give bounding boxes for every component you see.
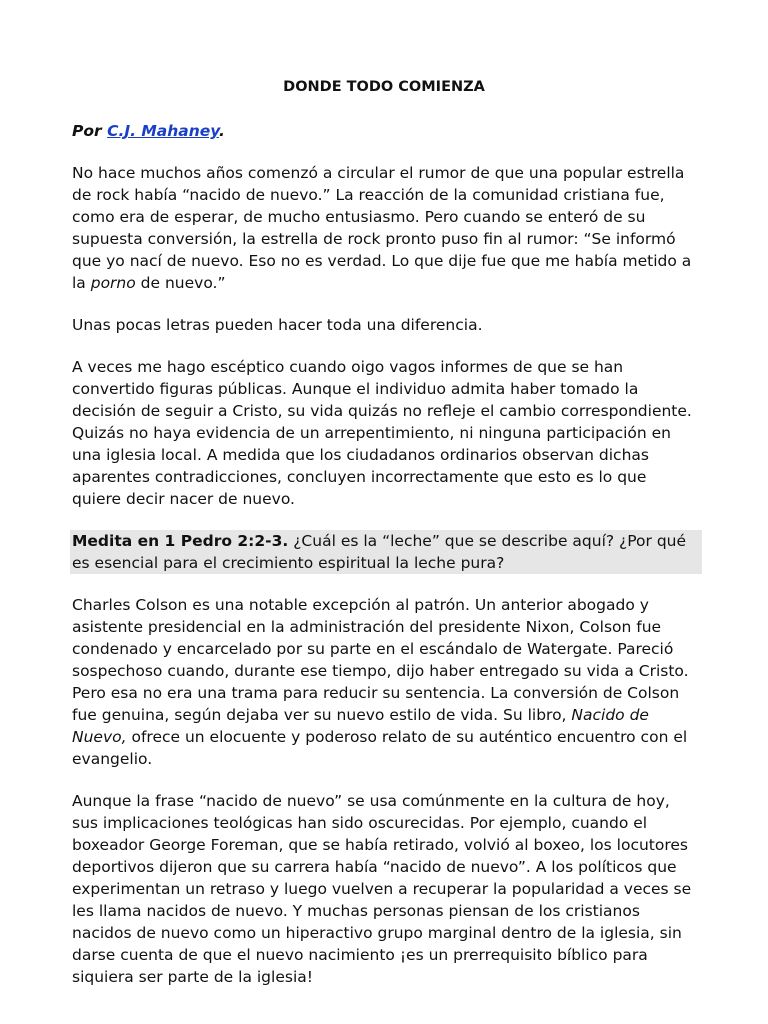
book-title: Nacido de Nuevo,: [72, 706, 649, 746]
document-title: DONDE TODO COMIENZA: [283, 79, 485, 95]
paragraph-rumor-emphasis: porno: [90, 274, 136, 292]
paragraph-rumor: [72, 162, 696, 294]
meditation-reference: Medita en 1 Pedro 2:2-3.: [72, 532, 289, 550]
meditation-question: ¿Cuál es la “leche” que se describe aquí? ¿Por qué es esencial para el crecimiento espiritual la leche pura?: [72, 532, 687, 572]
byline-suffix: .: [218, 122, 225, 140]
author-link[interactable]: C.J. Mahaney: [107, 122, 219, 140]
byline: [72, 120, 696, 142]
paragraph-colson: [72, 594, 696, 770]
paragraph-rumor-text: No hace muchos años comenzó a circular el rumor de que una popular estrella de rock había “nacido de nuevo.” La reacción de la comunidad cristiana fue, como era de esperar, de mucho entusiasmo. Pero cuando se enteró de su supuesta conversión, la estrella de rock pronto puso fin al rumor: “Se informó que yo nací de nuevo. Eso no es verdad. Lo que dije fue que me había metido a la: [72, 164, 692, 292]
paragraph-letters: Unas pocas letras pueden hacer toda una diferencia.: [72, 316, 483, 334]
meditation-box: [70, 530, 702, 574]
paragraph-colson-end: ofrece un elocuente y poderoso relato de su auténtico encuentro con el evangelio.: [72, 728, 688, 768]
paragraph-rumor-end: de nuevo.”: [135, 274, 226, 292]
paragraph-colson-text: Charles Colson es una notable excepción al patrón. Un anterior abogado y asistente presidencial en la administración del presidente Nixon, Colson fue condenado y encarcelado por su parte en el escándalo de Watergate. Pareció sospechoso cuando, durante ese tiempo, dijo haber entregado su vida a Cristo. Pero esa no era una trama para reducir su sentencia. La conversión de Colson fue genuina, según dejaba ver su nuevo estilo de vida. Su libro,: [72, 596, 689, 724]
byline-prefix: Por: [72, 122, 108, 140]
paragraph-skeptic: A veces me hago escéptico cuando oigo vagos informes de que se han convertido figuras públicas. Aunque el individuo admita haber tomado la decisión de seguir a Cristo, su vida quizás no refleje el cambio correspondiente. Quizás no haya evidencia de un arrepentimiento, ni ninguna participación en una iglesia local. A medida que los ciudadanos ordinarios observan dichas aparentes contradicciones, concluyen incorrectamente que esto es lo que quiere decir nacer de nuevo.: [72, 358, 692, 508]
paragraph-culture: Aunque la frase “nacido de nuevo” se usa comúnmente en la cultura de hoy, sus implicaciones teológicas han sido oscurecidas. Por ejemplo, cuando el boxeador George Foreman, que se había retirado, volvió al boxeo, los locutores deportivos dijeron que su carrera había “nacido de nuevo”. A los políticos que experimentan un retraso y luego vuelven a recuperar la popularidad a veces se les llama nacidos de nuevo. Y muchas personas piensan de los cristianos nacidos de nuevo como un hiperactivo grupo marginal dentro de la iglesia, sin darse cuenta de que el nuevo nacimiento ¡es un prerrequisito bíblico para siquiera ser parte de la iglesia!: [72, 792, 692, 986]
